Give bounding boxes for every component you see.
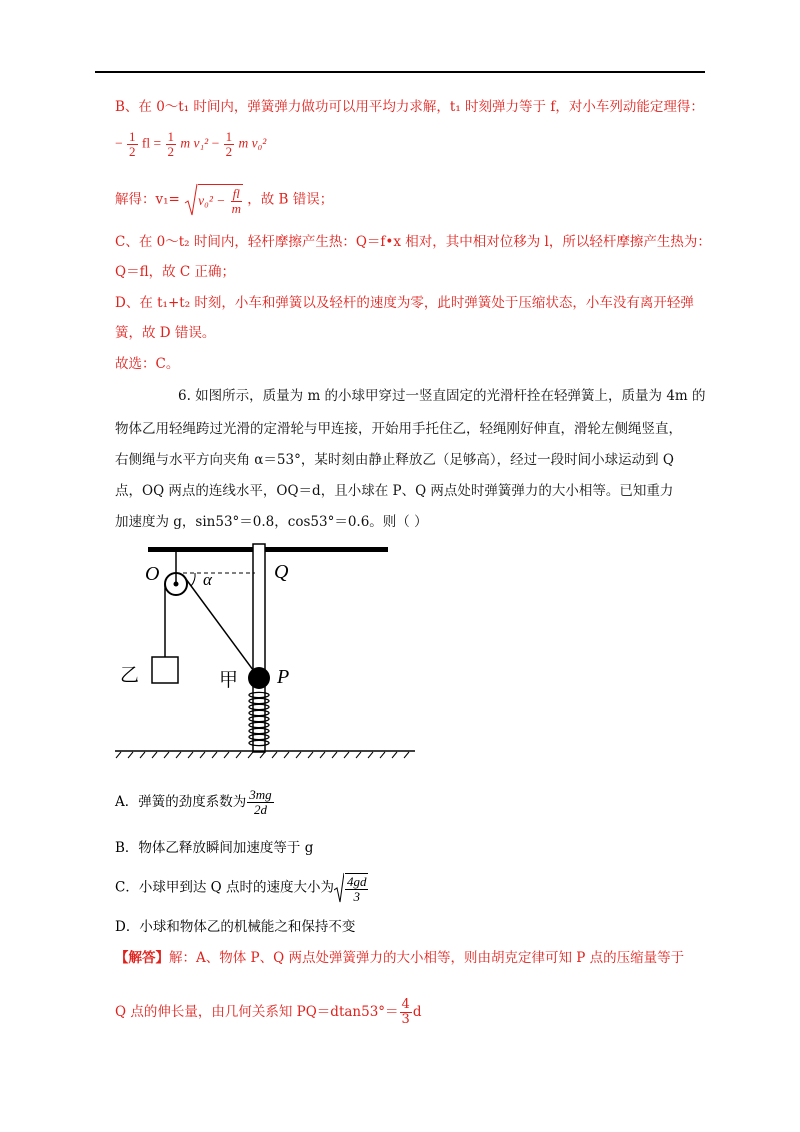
option-c-analysis-1: C、在 0～t₂ 时间内，轻杆摩擦产生热：Q＝f•x 相对，其中相对位移为 l，所以轻杆摩擦产生热为：: [115, 234, 711, 250]
q6-line-1: 6. 如图所示，质量为 m 的小球甲穿过一竖直固定的光滑杆拴在轻弹簧上，质量为 4m 的: [178, 388, 706, 404]
solution-tag: 【解答】: [115, 950, 169, 966]
solution-line-2: Q 点的伸长量，由几何关系知 PQ＝dtan53°＝ $\frac{4}{3}$ d: [115, 997, 422, 1027]
choice-b: B．物体乙释放瞬间加速度等于 g: [115, 840, 314, 856]
term-mv1: m v₁²: [180, 135, 209, 151]
term-mv0: m v₀²: [238, 135, 267, 151]
ground-hatching: [116, 752, 409, 758]
label-q: Q: [274, 561, 289, 583]
choice-c: C．小球甲到达 Q 点时的速度大小为 $\frac{4gd}{3}$: [115, 873, 367, 904]
ceiling-bar: [148, 547, 388, 552]
q6-line-4: 点，OQ 两点的连线水平，OQ＝d，且小球在 P、Q 两点处时弹簧弹力的大小相等。已知重力: [115, 483, 674, 499]
q6-line-5: 加速度为 g，sin53°＝0.8，cos53°＝0.6。则（ ）: [115, 514, 428, 530]
label-p: P: [277, 666, 290, 688]
sqrt-sign-icon: [334, 872, 344, 904]
sqrt-expression: v₀² − $\frac{fl}{m}$: [184, 183, 243, 217]
label-o: O: [145, 563, 160, 585]
angle-arc: [191, 573, 195, 586]
label-jia: 甲: [219, 669, 239, 691]
solve-v1: 解得：v₁= v₀² − $\frac{fl}{m}$ ，故 B 错误；: [115, 183, 333, 217]
label-yi: 乙: [120, 664, 140, 686]
choice-d: D．小球和物体乙的机械能之和保持不变: [115, 919, 356, 935]
q6-line-3: 右侧绳与水平方向夹角 α＝53°，某时刻由静止释放乙（足够高），经过一段时间小球运动到 Q: [115, 452, 674, 468]
option-c-analysis-2: Q＝fl，故 C 正确；: [115, 264, 235, 280]
option-b-analysis: B、在 0～t₁ 时间内，弹簧弹力做功可以用平均力求解，t₁ 时刻弹力等于 f，对小车列动能定理得：: [115, 99, 704, 115]
physics-diagram: [115, 540, 415, 760]
fraction-half: $\frac{1}{2}$: [129, 129, 136, 159]
slanted-rope: [183, 575, 259, 678]
answer-line: 故选：C。: [115, 356, 180, 372]
q6-line-2: 物体乙用轻绳跨过光滑的定滑轮与甲连接，开始用手托住乙，轻绳刚好伸直，滑轮左侧绳竖直，: [115, 421, 682, 437]
label-alpha: α: [203, 570, 212, 589]
option-d-analysis-2: 簧，故 D 错误。: [115, 325, 216, 341]
kinetic-energy-equation: − $\frac{1}{2}$ fl = $\frac{1}{2}$ m v₁² − $\frac{1}{2}$ m v₀²: [115, 129, 267, 159]
term-fl: fl: [141, 135, 151, 151]
fraction-half-3: $\frac{1}{2}$: [225, 129, 233, 159]
ball-jia: [248, 667, 270, 689]
fraction-half-2: $\frac{1}{2}$: [167, 129, 174, 159]
option-d-analysis-1: D、在 t₁+t₂ 时刻，小车和弹簧以及轻杆的速度为零，此时弹簧处于压缩状态，小车没有离开轻弹: [115, 295, 694, 311]
choice-a: A．弹簧的劲度系数为 $\frac{3mg}{2d}$: [115, 787, 272, 817]
header-rule: [95, 71, 705, 73]
sqrt-sign-icon: [184, 183, 198, 217]
minus-sign: −: [115, 135, 123, 151]
solution-line-1: 【解答】解：A、物体 P、Q 两点处弹簧弹力的大小相等，则由胡克定律可知 P 点的压缩量等于: [115, 950, 685, 966]
block-yi: [152, 657, 178, 683]
